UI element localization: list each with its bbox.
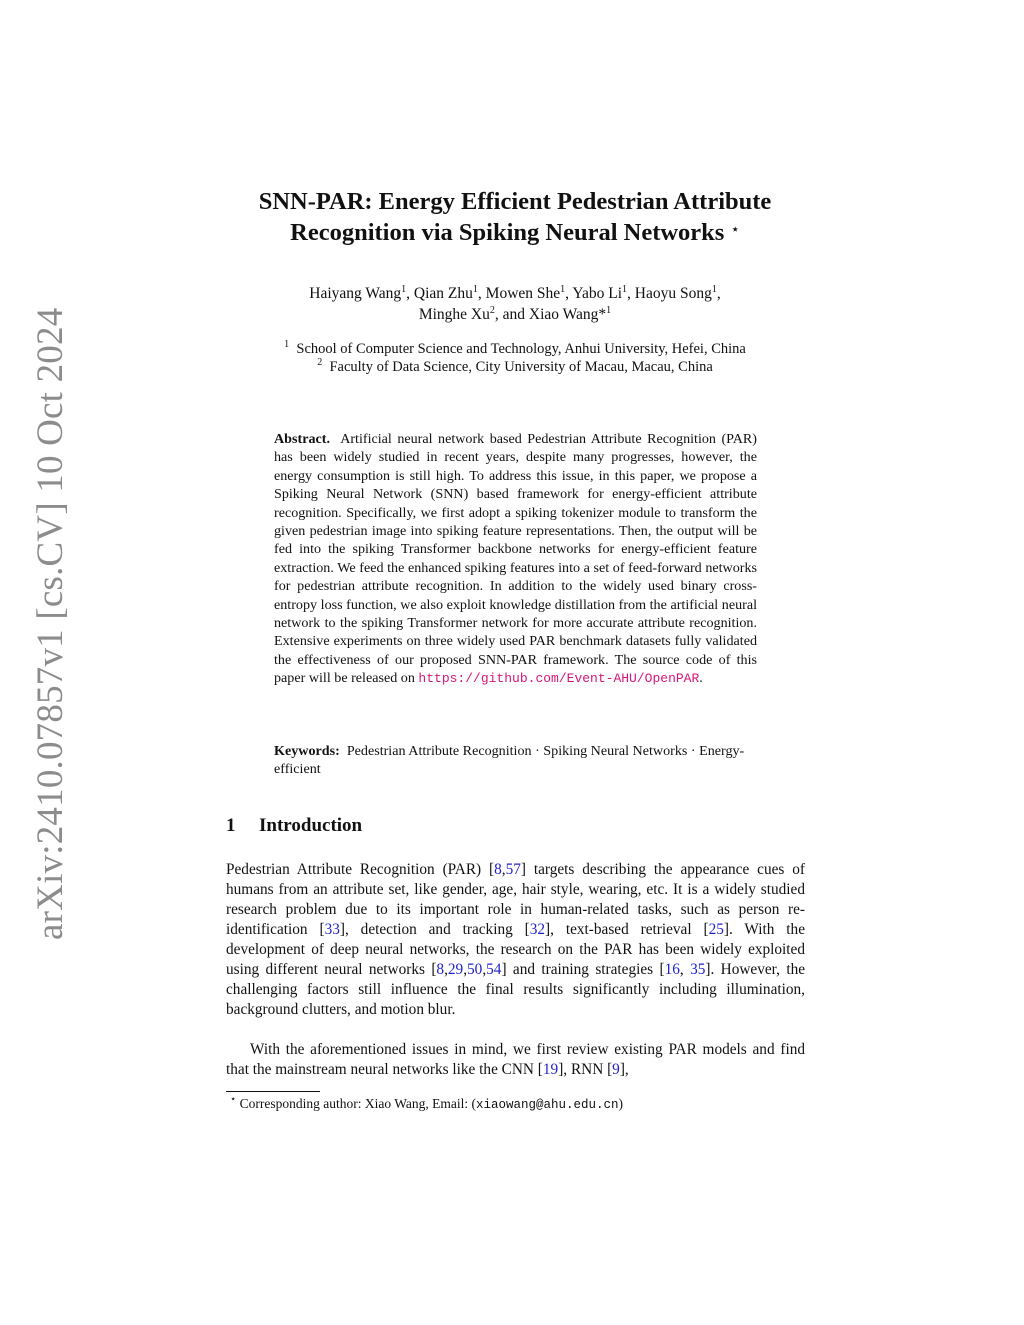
paragraph-text: ], RNN [	[558, 1061, 613, 1078]
author-name: Haiyang Wang	[309, 285, 402, 302]
keywords	[274, 742, 761, 779]
abstract	[274, 430, 757, 689]
author-affiliation-mark: 1	[401, 284, 407, 295]
citation-link[interactable]: 9	[612, 1061, 620, 1078]
citation-link[interactable]: 54	[486, 961, 502, 978]
paragraph-text: ,	[444, 961, 448, 978]
paragraph-text: ],	[619, 1061, 629, 1078]
author-affiliation-mark: 1	[711, 284, 717, 295]
author-separator: ,	[716, 285, 721, 302]
paragraph-2	[226, 1040, 805, 1080]
author-name: Minghe Xu	[418, 306, 490, 323]
author-affiliation-mark: 2	[489, 305, 495, 316]
title-line-2	[180, 217, 850, 248]
section-number: 1	[226, 815, 236, 836]
body-paragraph	[226, 860, 805, 1020]
title-line-1: SNN-PAR: Energy Efficient Pedestrian Attribute	[258, 188, 772, 215]
citation-link[interactable]: 16	[664, 961, 680, 978]
citation-link[interactable]: 57	[505, 861, 521, 878]
affiliation-mark: 1	[284, 339, 290, 350]
author	[572, 285, 634, 302]
footnote-email[interactable]: xiaowang@ahu.edu.cn	[476, 1098, 619, 1112]
author	[414, 285, 486, 302]
abstract-label: Abstract.	[274, 431, 330, 447]
affiliation-2	[180, 358, 850, 377]
author-separator: ,	[565, 285, 573, 302]
citation-link[interactable]: 35	[690, 961, 706, 978]
body-paragraph	[226, 1040, 805, 1080]
author-separator: ,	[406, 285, 414, 302]
paragraph-text: ,	[679, 961, 691, 978]
paragraph-text: ] and training strategies [	[501, 961, 665, 978]
keywords-text: Pedestrian Attribute Recognition · Spiking Neural Networks · Energy-efficient	[274, 743, 745, 778]
author	[309, 285, 414, 302]
paragraph-text: ,	[501, 861, 506, 878]
author-separator: ,	[477, 285, 486, 302]
citation-link[interactable]: 8	[436, 961, 445, 978]
affiliation-mark: 2	[317, 357, 323, 368]
author-separator: ,	[627, 285, 635, 302]
paragraph-text: ]. With the development of deep neural networks, the research on the PAR has been widely exploited using different neural networks [	[226, 921, 805, 978]
author-list	[200, 283, 830, 325]
author-name: Qian Zhu	[413, 285, 473, 302]
keywords-label: Keywords:	[274, 743, 340, 759]
title-line-2-text: Recognition via Spiking Neural Networks	[290, 219, 725, 246]
source-code-link[interactable]: https://github.com/Event-AHU/OpenPAR	[418, 671, 700, 687]
author-name: Haoyu Song	[634, 285, 712, 302]
section-heading	[226, 815, 362, 837]
author-name: Mowen She	[485, 285, 561, 302]
arxiv-identifier-stamp: arXiv:2410.07857v1 [cs.CV] 10 Oct 2024	[30, 307, 71, 940]
paragraph-text: Pedestrian Attribute Recognition (PAR) [	[226, 861, 495, 878]
title-footnote-star: ⋆	[730, 222, 740, 238]
affiliation-text: School of Computer Science and Technology, Anhui University, Hefei, China	[296, 341, 746, 357]
author	[635, 285, 721, 302]
footnote	[230, 1095, 623, 1114]
author-separator: , and	[494, 306, 529, 323]
abstract-end: .	[699, 670, 703, 687]
paragraph-text: ,	[482, 961, 487, 978]
author-affiliation-mark: 1	[606, 305, 612, 316]
paragraph-text: ] targets describing the appearance cues of humans from an attribute set, like gender, age, hair style, wearing, etc. It is a widely studied research problem due to its important role in human-related tasks, such as person re-identification [	[226, 861, 805, 938]
paragraph-1	[226, 860, 805, 1020]
footnote-end: )	[618, 1096, 624, 1111]
citation-link[interactable]: 8	[494, 861, 502, 878]
abstract-text: Artificial neural network based Pedestrian Attribute Recognition (PAR) has been widely studied in recent years, despite many progresses, however, the energy consumption is still high. To address this issue, in this paper, we propose a Spiking Neural Network (SNN) based framework for energy-efficient attribute recognition. Specifically, we first adopt a spiking tokenizer module to transform the given pedestrian image into spiking feature representations. Then, the output will be fed into the spiking Transformer backbone networks for energy-efficient feature extraction. We feed the enhanced spiking features into a set of feed-forward networks for pedestrian attribute recognition. In addition to the widely used binary cross-entropy loss function, we also exploit knowledge distillation from the artificial neural network to the spiking Transformer network for more accurate attribute recognition. Extensive experiments on three widely used PAR benchmark datasets fully validated the effectiveness of our proposed SNN-PAR framework. The source code of this paper will be released on	[274, 431, 757, 687]
footnote-divider	[226, 1091, 320, 1092]
paragraph-text: ], detection and tracking [	[339, 921, 530, 938]
author-name: Xiao Wang*	[528, 306, 607, 323]
citation-link[interactable]: 32	[529, 921, 546, 938]
citation-link[interactable]: 25	[708, 921, 724, 938]
author	[419, 306, 529, 323]
paragraph-text: ]. However, the challenging factors still influence the final results significantly including illumination, background clutters, and motion blur.	[226, 961, 806, 1018]
section-title: Introduction	[259, 815, 363, 836]
author-name: Yabo Li	[572, 285, 622, 302]
paragraph-text: ], text-based retrieval [	[545, 921, 709, 938]
author-affiliation-mark: 1	[622, 284, 627, 295]
paragraph-text: With the aforementioned issues in mind, we first review existing PAR models and find that the mainstream neural networks like the CNN [	[226, 1041, 805, 1078]
citation-link[interactable]: 19	[542, 1061, 559, 1078]
citation-link[interactable]: 33	[324, 921, 340, 938]
author-affiliation-mark: 1	[472, 284, 478, 295]
author-affiliation-mark: 1	[560, 284, 566, 295]
affiliation-1	[180, 340, 850, 359]
author	[529, 306, 611, 323]
author	[486, 285, 573, 302]
affiliation-text: Faculty of Data Science, City University of Macau, Macau, China	[329, 359, 713, 375]
footnote-star: ⋆	[230, 1094, 237, 1105]
paragraph-text: ,	[463, 961, 468, 978]
footnote-text: Corresponding author: Xiao Wang, Email: (	[239, 1096, 477, 1111]
citation-link[interactable]: 50	[467, 961, 483, 978]
paper-title	[180, 186, 850, 248]
citation-link[interactable]: 29	[447, 961, 464, 978]
